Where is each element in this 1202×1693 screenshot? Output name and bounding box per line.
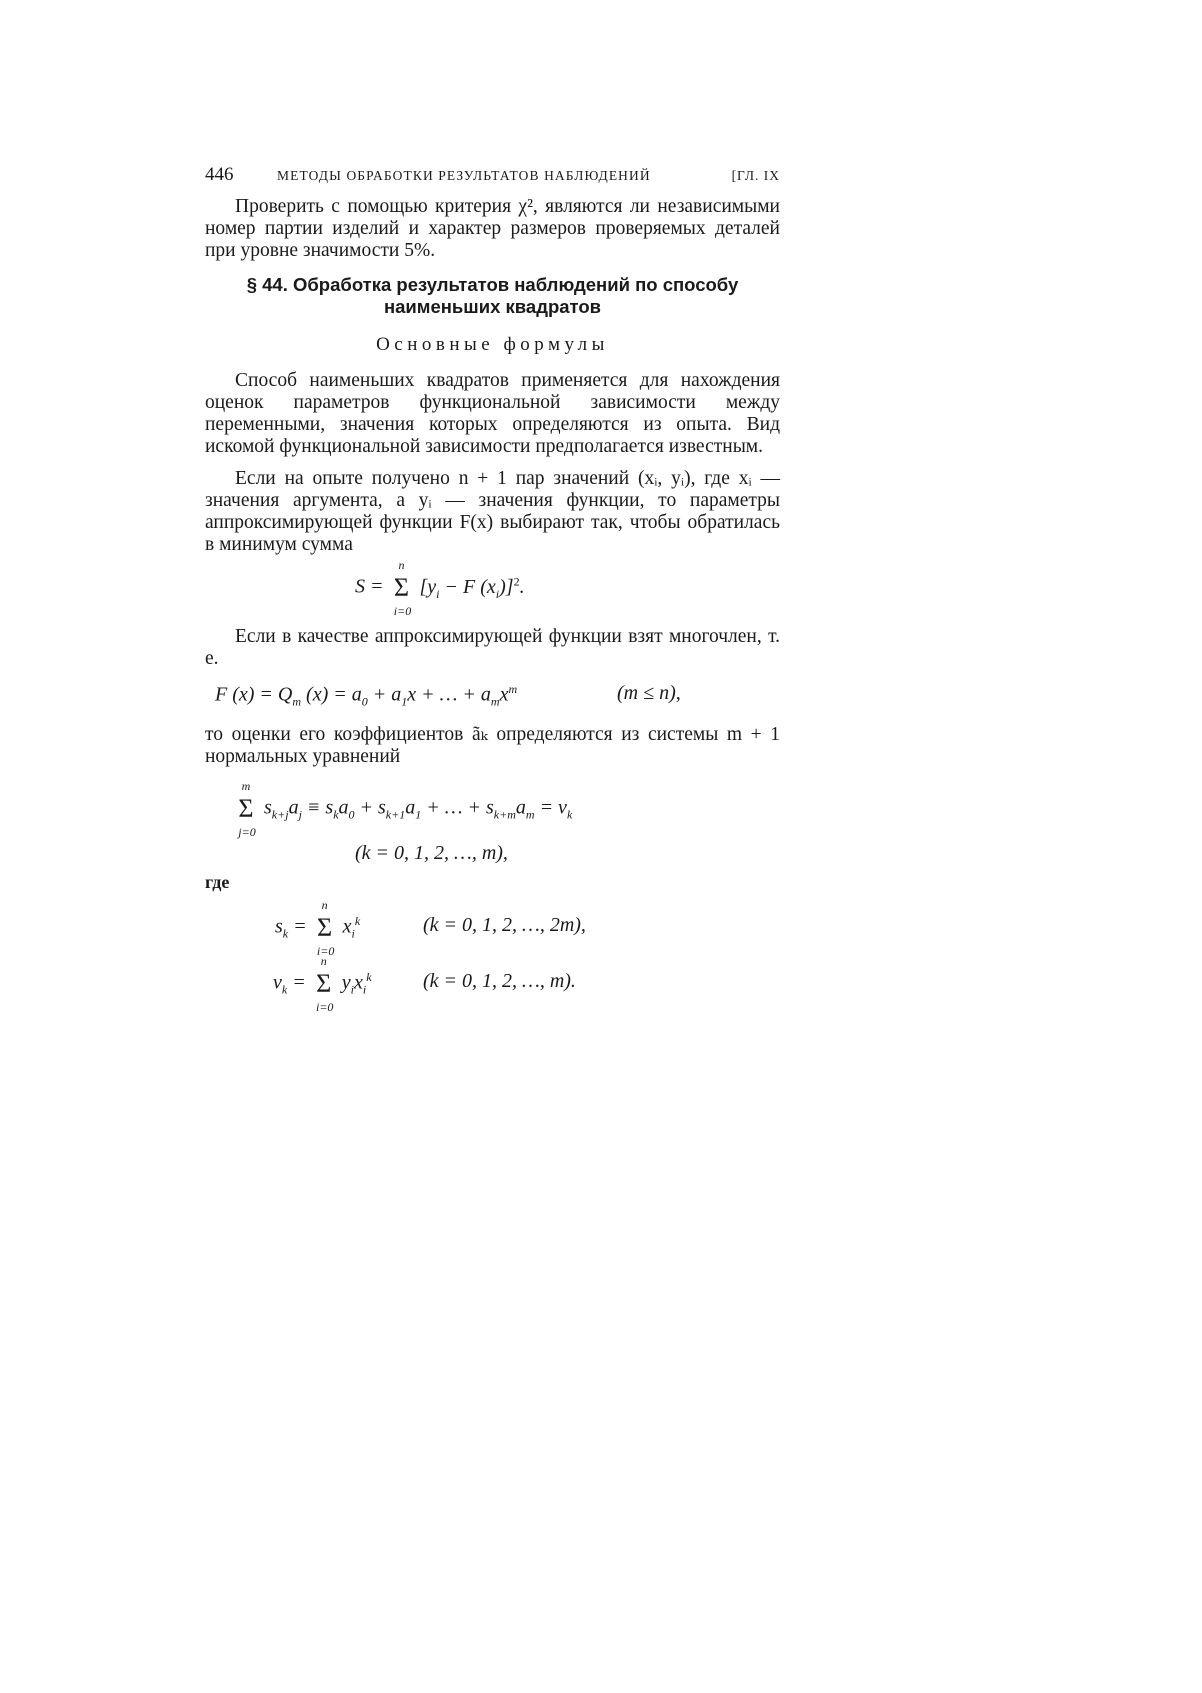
subheading-block bbox=[205, 334, 780, 356]
page-number: 446 bbox=[205, 164, 234, 185]
formula-v-k: $v_k = \Sigma$ n i=0 $y_ix_i^k$ bbox=[273, 954, 372, 1015]
running-title: МЕТОДЫ ОБРАБОТКИ РЕЗУЛЬТАТОВ НАБЛЮДЕНИЙ bbox=[277, 168, 651, 183]
formula-v-k-condition: (k = 0, 1, 2, …, m). bbox=[423, 970, 576, 992]
paragraph-1: Способ наименьших квадратов применяется для нахождения оценок параметров функциональной зависимости между переменными, значения которых определяются из опыта. Вид искомой функциональной зависимости предполагается известным. bbox=[205, 370, 780, 457]
sum-symbol: Σ n i=0 bbox=[393, 558, 412, 619]
paragraph-4: то оценки его коэффициентов ãₖ определяются из системы m + 1 нормальных уравнений bbox=[205, 724, 780, 767]
section-title-line1: § 44. Обработка результатов наблюдений по способу bbox=[246, 274, 739, 295]
paragraph-3: Если в качестве аппроксимирующей функции взят многочлен, т. е. bbox=[205, 626, 780, 669]
intro-paragraph: Проверить с помощью критерия χ², являются ли независимыми номер партии изделий и характер размеров проверяемых деталей при уровне значимости 5%. bbox=[205, 196, 780, 261]
section-heading bbox=[205, 274, 780, 318]
section-title-line2: наименьших квадратов bbox=[383, 296, 602, 317]
gde-block bbox=[205, 872, 780, 893]
formula-normal-condition: (k = 0, 1, 2, …, m), bbox=[355, 842, 508, 864]
formula-s-k: $s_k = \Sigma$ n i=0 $x_i^k$ bbox=[275, 898, 361, 959]
formula-polynomial-condition: (m ≤ n), bbox=[617, 682, 681, 704]
formula-normal-equations: Σ m j=0 $s_{k+j}a_j \equiv s_ka_0 + s_{k+1}a_1$ + … + $s_{k+m}a_m = v_k$ bbox=[233, 796, 572, 823]
sum-symbol: Σ n i=0 bbox=[316, 954, 334, 1015]
paragraph-4-block bbox=[205, 724, 780, 768]
formula-sum-s: S = Σ n i=0 [$y_i - F$ $(x_i)]^2$. bbox=[355, 558, 525, 619]
paragraph-3-block bbox=[205, 626, 780, 670]
sum-symbol: Σ m j=0 bbox=[238, 779, 256, 839]
formula-s-k-condition: (k = 0, 1, 2, …, 2m), bbox=[423, 914, 586, 936]
sum-symbol: Σ n i=0 bbox=[316, 898, 335, 959]
paragraph-2-block bbox=[205, 468, 780, 556]
running-header bbox=[205, 164, 780, 190]
formula-polynomial: F $(x) = Q_m$ $(x) = a_0 + a_1x$ + … + $a_mx^m$ bbox=[215, 682, 518, 709]
subheading: Основные формулы bbox=[376, 334, 609, 355]
paragraph-1-block bbox=[205, 370, 780, 458]
intro-block bbox=[205, 196, 780, 262]
chapter-label: [ГЛ. IX bbox=[731, 168, 780, 183]
gde-word: где bbox=[205, 872, 230, 892]
paragraph-2: Если на опыте получено n + 1 пар значений (xᵢ, yᵢ), где xᵢ — значения аргумента, а yᵢ — значения функции, то параметры аппроксимирующей функции F(x) выбирают так, чтобы обратилась в минимум сумма bbox=[205, 468, 780, 555]
